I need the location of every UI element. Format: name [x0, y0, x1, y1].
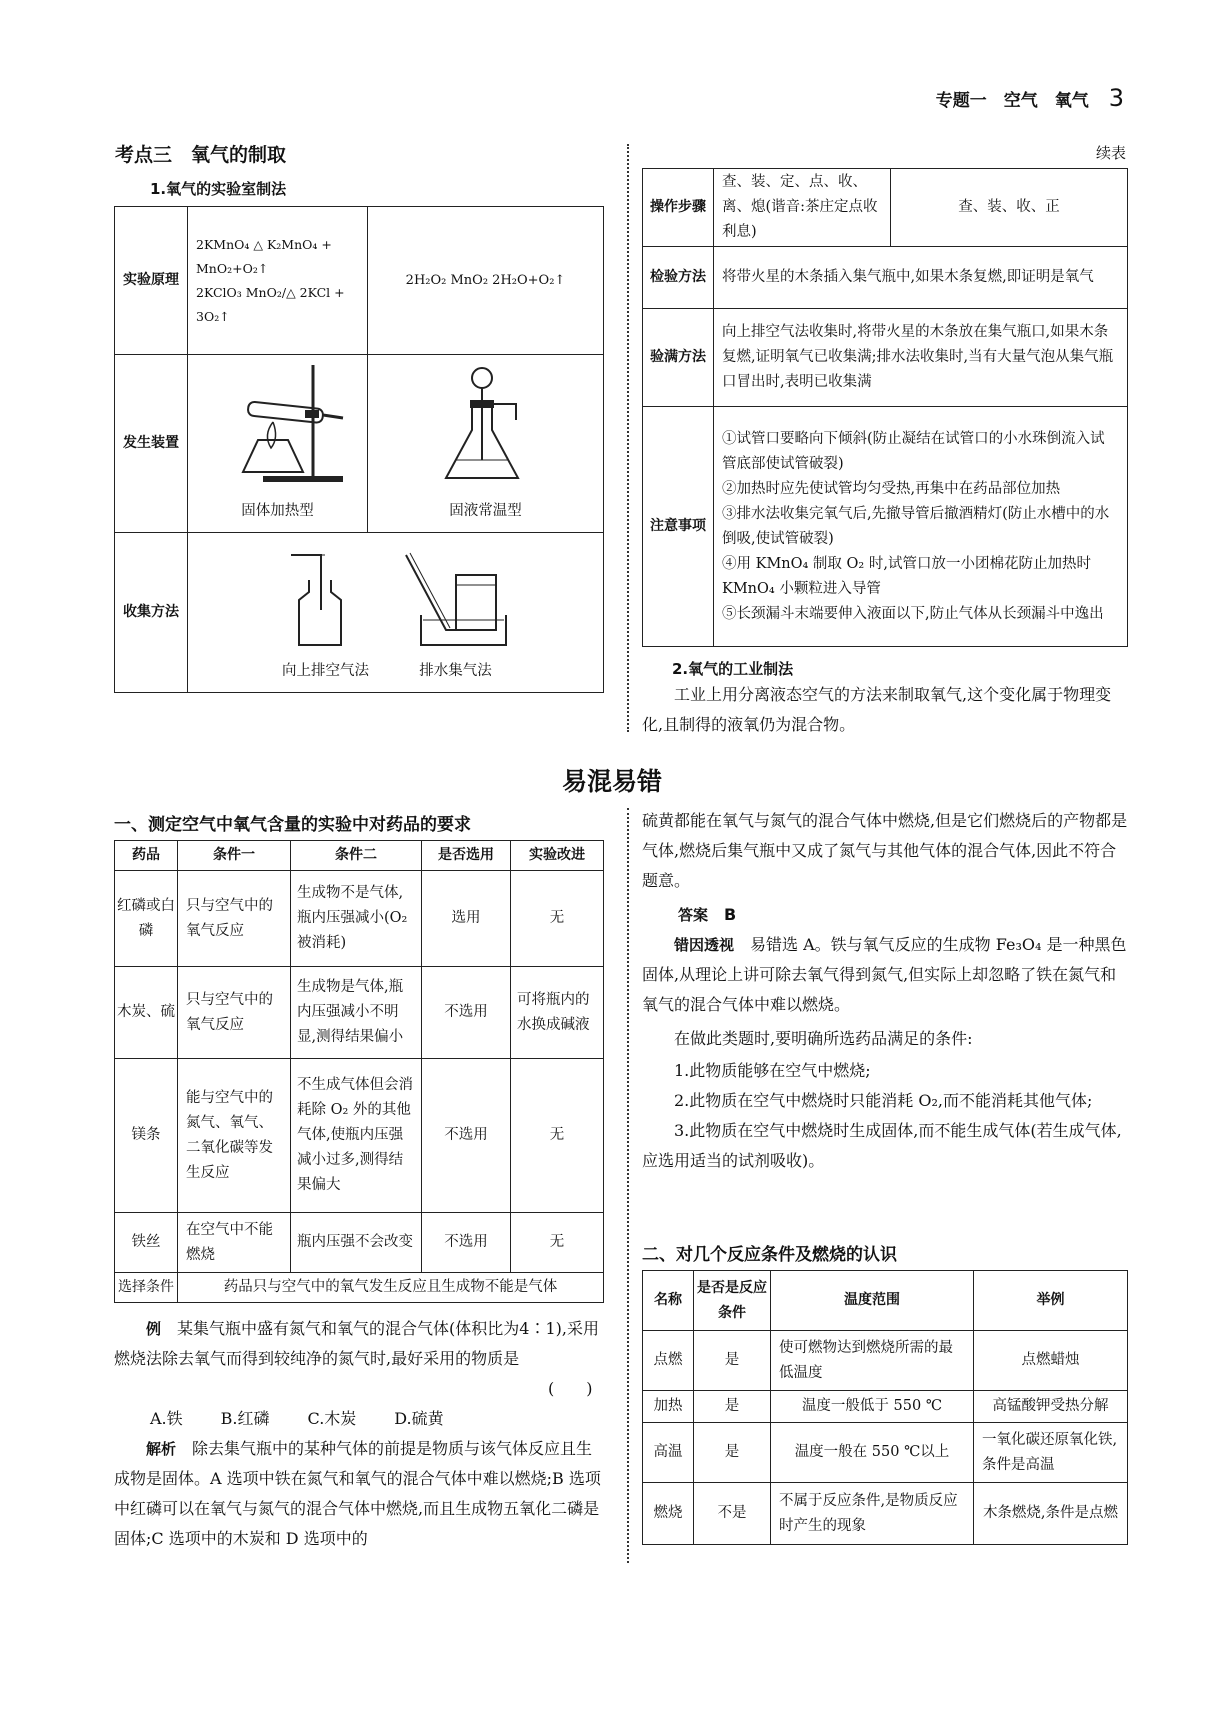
chapter-title: 专题一 空气 氧气 [935, 91, 1089, 111]
note-item: ④用 KMnO₄ 制取 O₂ 时,试管口放一小团棉花防止加热时 KMnO₄ 小颗粒进入导管 [722, 555, 1091, 597]
col-header: 条件一 [178, 841, 291, 871]
cell: 选择条件 [115, 1273, 178, 1303]
cell: 是 [694, 1423, 771, 1483]
subsection-title: 1.氧气的实验室制法 [150, 180, 287, 198]
cell: 只与空气中的氧气反应 [178, 871, 291, 967]
lab-method-table [114, 206, 604, 693]
cell: 温度一般低于 550 ℃ [771, 1391, 974, 1423]
cell: 点燃 [643, 1331, 694, 1391]
cell: 无 [511, 871, 604, 967]
cell: 无 [511, 1059, 604, 1213]
tip-intro: 在做此类题时,要明确所选药品满足的条件: [674, 1029, 973, 1048]
collect-caption: 向上排空气法 [282, 663, 369, 679]
row-label: 注意事项 [643, 407, 714, 647]
analysis-label: 解析 [146, 1440, 177, 1458]
analysis-continued: 硫黄都能在氧气与氮气的混合气体中燃烧,但是它们燃烧后的产物都是气体,燃烧后集气瓶中又成了氮气与其他气体的混合气体,因此不符合题意。 [642, 811, 1128, 890]
lab-method-table-continued [642, 168, 1128, 647]
reaction-condition-table [642, 1270, 1128, 1545]
cell: 不生成气体但会消耗除 O₂ 外的其他气体,使瓶内压强减小过多,测得结果偏大 [291, 1059, 422, 1213]
heading: 一、测定空气中氧气含量的实验中对药品的要求 [114, 815, 471, 835]
cell: 药品只与空气中的氧气发生反应且生成物不能是气体 [178, 1273, 604, 1303]
cell: 高锰酸钾受热分解 [974, 1391, 1128, 1423]
answer-value: B [724, 905, 737, 924]
option: D.硫黄 [394, 1409, 444, 1428]
col-header: 药品 [115, 841, 178, 871]
cell: 燃烧 [643, 1483, 694, 1545]
analysis-text: 除去集气瓶中的某种气体的前提是物质与该气体反应且生成物是固体。A 选项中铁在氮气和氧气的混合气体中难以燃烧;B 选项中红磷可以在氧气与氮气的混合气体中燃烧,而且生成物五氧化二磷是固体;C 选项中的木炭和 D 选项中的 [114, 1439, 601, 1548]
row-label: 操作步骤 [643, 169, 714, 247]
row-label: 实验原理 [115, 207, 188, 355]
notes-cell [714, 407, 1128, 647]
cell: 不选用 [422, 1059, 511, 1213]
tip-item: 3.此物质在空气中燃烧时生成固体,而不能生成气体(若生成气体,应选用适当的试剂吸收)。 [642, 1121, 1122, 1170]
water-method [401, 550, 511, 684]
collect-caption: 排水集气法 [419, 663, 492, 679]
answer-label: 答案 [678, 906, 709, 924]
solid-heating-cell [188, 355, 368, 533]
col-header: 温度范围 [771, 1271, 974, 1331]
equation: MnO₂+O₂↑ [196, 260, 269, 276]
test-method: 将带火星的木条插入集气瓶中,如果木条复燃,即证明是氧气 [714, 247, 1128, 309]
row-label: 检验方法 [643, 247, 714, 309]
cell: 不选用 [422, 1213, 511, 1273]
tip-item: 1.此物质能够在空气中燃烧; [674, 1061, 871, 1080]
column-divider [627, 808, 629, 1563]
device-caption: 固体加热型 [241, 503, 314, 519]
full-check-method: 向上排空气法收集时,将带火星的木条放在集气瓶口,如果木条复燃,证明氧气已收集满;排水法收集时,当有大量气泡从集气瓶口冒出时,表明已收集满 [714, 309, 1128, 407]
note-item: ⑤长颈漏斗末端要伸入液面以下,防止气体从长颈漏斗中逸出 [722, 605, 1104, 622]
options-row [150, 1404, 444, 1434]
tip-list [642, 1056, 1128, 1176]
page-number: 3 [1108, 84, 1124, 112]
heading: 二、对几个反应条件及燃烧的认识 [642, 1245, 897, 1265]
example-paragraph [114, 1314, 604, 1374]
note-item: ①试管口要略向下倾斜(防止凝结在试管口的小水珠倒流入试管底部使试管破裂) [722, 430, 1105, 472]
cell: 铁丝 [115, 1213, 178, 1273]
collect-methods-cell [188, 533, 604, 693]
row-label: 发生装置 [115, 355, 188, 533]
cell: 能与空气中的氮气、氧气、二氧化碳等发生反应 [178, 1059, 291, 1213]
device-caption: 固液常温型 [449, 503, 522, 519]
cell: 一氧化碳还原氧化铁,条件是高温 [974, 1423, 1128, 1483]
col-header: 条件二 [291, 841, 422, 871]
cell: 生成物不是气体,瓶内压强减小(O₂被消耗) [291, 871, 422, 967]
gas-bottle-icon [281, 550, 371, 650]
heating-equations [188, 207, 368, 355]
error-analysis [642, 930, 1128, 1020]
error-text: 易错选 A。铁与氧气反应的生成物 Fe₃O₄ 是一种黑色固体,从理论上讲可除去氧气得到氮气,但实际上却忽略了铁在氮气和氧气的混合气体中难以燃烧。 [642, 935, 1127, 1014]
example-text: 某集气瓶中盛有氮气和氧气的混合气体(体积比为4∶1),采用燃烧法除去氧气而得到较纯净的氮气时,最好采用的物质是 [114, 1319, 599, 1368]
cell: 不是 [694, 1483, 771, 1545]
cell: 加热 [643, 1391, 694, 1423]
col-header: 举例 [974, 1271, 1128, 1331]
equation: 2KClO₃ MnO₂/△ 2KCl + [196, 284, 345, 300]
cell: 只与空气中的氧气反应 [178, 967, 291, 1059]
cell: 是 [694, 1391, 771, 1423]
cell: 温度一般在 550 ℃以上 [771, 1423, 974, 1483]
reagent-table [114, 840, 604, 1303]
cell: 镁条 [115, 1059, 178, 1213]
cell: 在空气中不能燃烧 [178, 1213, 291, 1273]
upward-air-method [281, 550, 371, 684]
analysis-paragraph [114, 1434, 604, 1554]
conical-flask-apparatus-icon [426, 360, 546, 490]
cell: 瓶内压强不会改变 [291, 1213, 422, 1273]
col-header: 实验改进 [511, 841, 604, 871]
page-header [936, 84, 1124, 112]
subsection-title: 2.氧气的工业制法 [672, 660, 794, 678]
col-header: 是否是反应条件 [694, 1271, 771, 1331]
col-header: 名称 [643, 1271, 694, 1331]
tip-item: 2.此物质在空气中燃烧时只能消耗 O₂,而不能消耗其他气体; [674, 1091, 1093, 1110]
section-title: 考点三 氧气的制取 [115, 144, 287, 166]
note-item: ③排水法收集完氧气后,先撤导管后撤酒精灯(防止水槽中的水倒吸,使试管破裂) [722, 505, 1110, 547]
error-label: 错因透视 [674, 936, 735, 954]
cell: 使可燃物达到燃烧所需的最低温度 [771, 1331, 974, 1391]
cell: 高温 [643, 1423, 694, 1483]
cell: 红磷或白磷 [115, 871, 178, 967]
equation: 2H₂O₂ MnO₂ 2H₂O+O₂↑ [368, 207, 604, 355]
solid-heating-apparatus-icon [203, 360, 353, 490]
option: A.铁 [150, 1409, 183, 1428]
option: C.木炭 [307, 1409, 357, 1428]
equation: 3O₂↑ [196, 308, 230, 324]
continued-label: 续表 [1095, 144, 1126, 162]
note-item: ②加热时应先使试管均匀受热,再集中在药品部位加热 [722, 480, 1061, 497]
cell: 点燃蜡烛 [974, 1331, 1128, 1391]
cell: 不选用 [422, 967, 511, 1059]
liquid-device-cell [368, 355, 604, 533]
answer-line [678, 900, 736, 930]
equation: 2KMnO₄ △ K₂MnO₄ + [196, 236, 332, 252]
row-label: 验满方法 [643, 309, 714, 407]
column-divider [627, 144, 629, 732]
industry-paragraph: 工业上用分离液态空气的方法来制取氧气,这个变化属于物理变化,且制得的液氧仍为混合物。 [642, 685, 1112, 734]
example-label: 例 [146, 1320, 162, 1338]
cell: 是 [694, 1331, 771, 1391]
cell: 无 [511, 1213, 604, 1273]
row-label: 收集方法 [115, 533, 188, 693]
col-header: 是否选用 [422, 841, 511, 871]
cell: 可将瓶内的水换成碱液 [511, 967, 604, 1059]
steps-heating: 查、装、定、点、收、离、熄(谐音:茶庄定点收利息) [714, 169, 891, 247]
cell: 选用 [422, 871, 511, 967]
steps-liquid: 查、装、收、正 [891, 169, 1128, 247]
section-banner-title: 易混易错 [561, 767, 662, 796]
answer-paren: ( ) [548, 1379, 593, 1398]
cell: 不属于反应条件,是物质反应时产生的现象 [771, 1483, 974, 1545]
cell: 木条燃烧,条件是点燃 [974, 1483, 1128, 1545]
water-trough-icon [401, 550, 511, 650]
cell: 木炭、硫 [115, 967, 178, 1059]
option: B.红磷 [220, 1409, 270, 1428]
cell: 生成物是气体,瓶内压强减小不明显,测得结果偏小 [291, 967, 422, 1059]
